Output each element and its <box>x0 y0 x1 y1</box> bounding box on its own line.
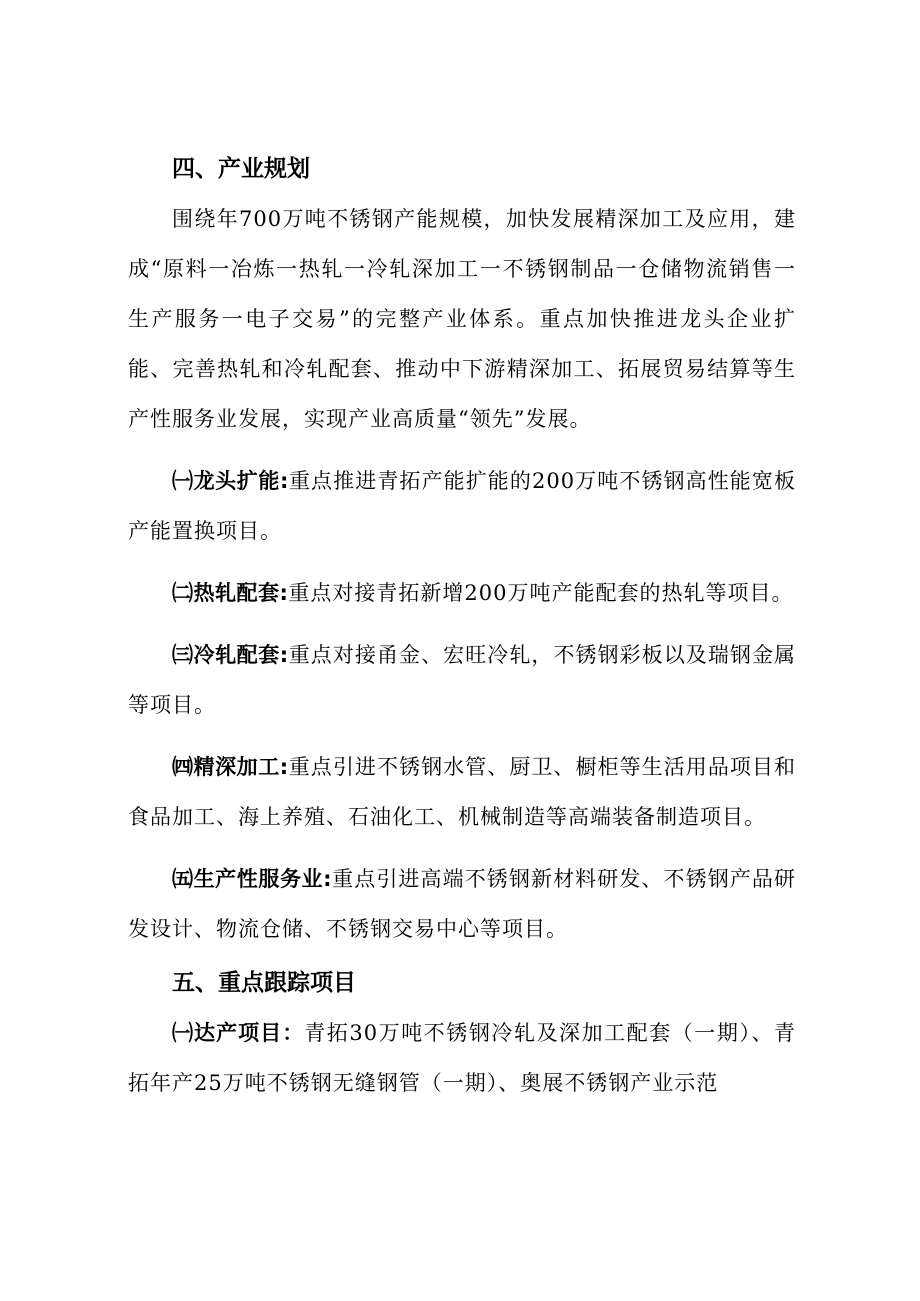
item-label: ㈠达产项目： <box>172 1021 305 1045</box>
section-intro-paragraph: 围绕年700万吨不锈钢产能规模，加快发展精深加工及应用，建成“原料一冶炼一热轧一冷轧深加工一不锈钢制品一仓储物流销售一生产服务一电子交易”的完整产业体系。重点加快推进龙头企业扩能、完善热轧和冷轧配套、推动中下游精深加工、拓展贸易结算等生产性服务业发展，实现产业高质量“领先”发展。 <box>128 207 796 431</box>
item-paragraph-cold-rolling <box>128 630 796 730</box>
item-paragraph-production-projects <box>128 1008 796 1108</box>
item-text: 重点对接青拓新增200万吨产能配套的热轧等项目。 <box>288 581 794 605</box>
item-text: 重点推进青拓产能扩能的200万吨不锈钢高性能宽板产能置换项目。 <box>128 469 796 543</box>
section-heading-industry-planning: 四、产业规划 <box>172 156 310 182</box>
item-paragraph-leading-expansion <box>128 456 796 556</box>
item-paragraph-deep-processing <box>128 742 796 842</box>
item-label: ㈠龙头扩能: <box>172 469 289 493</box>
item-label: ㈣精深加工: <box>172 755 289 779</box>
item-text: 重点引进不锈钢水管、厨卫、橱柜等生活用品项目和食品加工、海上养殖、石油化工、机械制造等高端装备制造项目。 <box>128 755 796 829</box>
item-label: ㈡热轧配套: <box>172 581 289 605</box>
document-page <box>128 144 796 1120</box>
item-paragraph-producer-services <box>128 854 796 954</box>
item-label: ㈢冷轧配套: <box>172 643 289 667</box>
item-text: 重点对接甬金、宏旺冷轧，不锈钢彩板以及瑞钢金属等项目。 <box>128 643 796 717</box>
item-label: ㈤生产性服务业: <box>172 867 333 891</box>
item-paragraph-hot-rolling <box>128 568 796 618</box>
item-text: 青拓30万吨不锈钢冷轧及深加工配套（一期）、青拓年产25万吨不锈钢无缝钢管（一期）、奥展不锈钢产业示范 <box>128 1021 796 1095</box>
item-text: 重点引进高端不锈钢新材料研发、不锈钢产品研发设计、物流仓储、不锈钢交易中心等项目。 <box>128 867 796 941</box>
section-heading-key-projects: 五、重点跟踪项目 <box>172 970 356 996</box>
